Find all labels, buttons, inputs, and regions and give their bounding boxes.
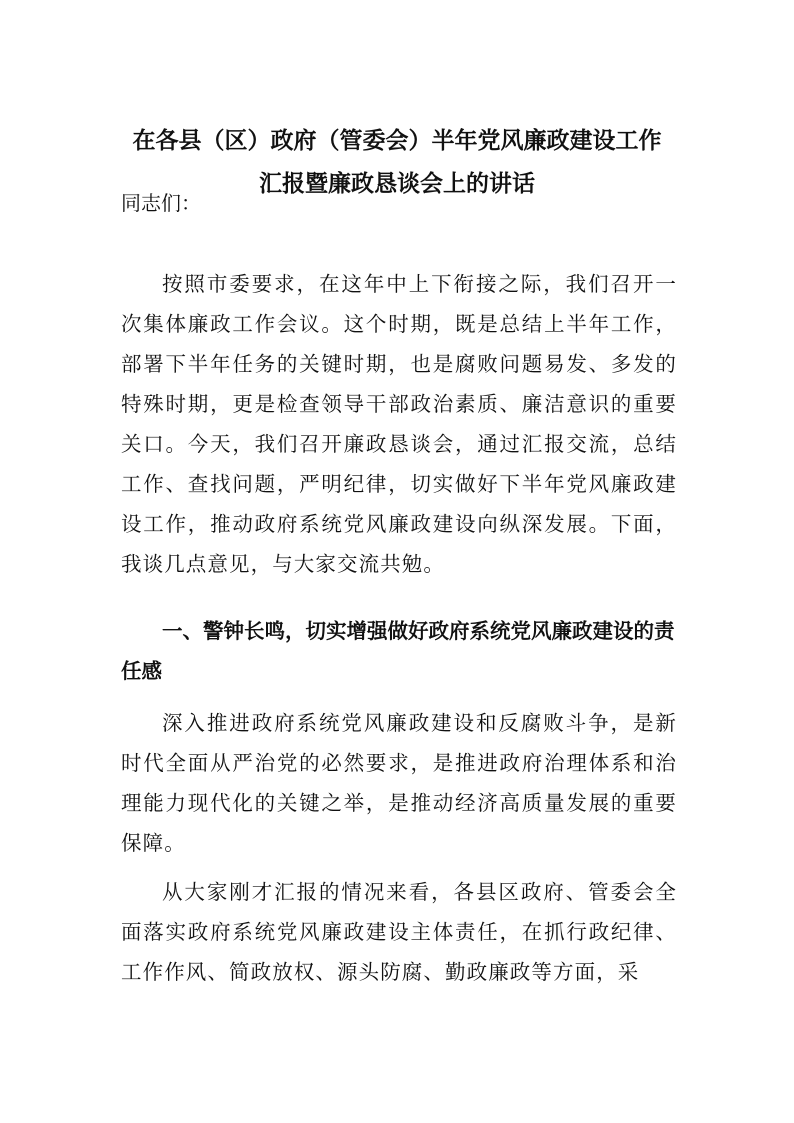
salutation: 同志们： <box>121 191 201 215</box>
section-heading-1: 一、警钟长鸣，切实增强做好政府系统党风廉政建设的责任感 <box>121 619 675 683</box>
body-paragraph-2: 深入推进政府系统党风廉政建设和反腐败斗争，是新时代全面从严治党的必然要求，是推进政府治理体系和治理能力现代化的关键之举，是推动经济高质量发展的重要保障。 <box>121 711 677 855</box>
body-paragraph-1: 按照市委要求，在这年中上下衔接之际，我们召开一次集体廉政工作会议。这个时期，既是总结上半年工作，部署下半年任务的关键时期，也是腐败问题易发、多发的特殊时期，更是检查领导干部政治素质、廉洁意识的重要关口。今天，我们召开廉政恳谈会，通过汇报交流，总结工作、查找问题，严明纪律，切实做好下半年党风廉政建设工作，推动政府系统党风廉政建设向纵深发展。下面，我谈几点意见，与大家交流共勉。 <box>121 272 677 576</box>
document-title-line-2: 汇报暨廉政恳谈会上的讲话 <box>259 171 535 197</box>
document-title-line-1: 在各县（区）政府（管委会）半年党风廉政建设工作 <box>132 128 662 154</box>
body-paragraph-3: 从大家刚才汇报的情况来看，各县区政府、管委会全面落实政府系统党风廉政建设主体责任，在抓行政纪律、工作作风、简政放权、源头防腐、勤政廉政等方面，采 <box>121 880 677 984</box>
